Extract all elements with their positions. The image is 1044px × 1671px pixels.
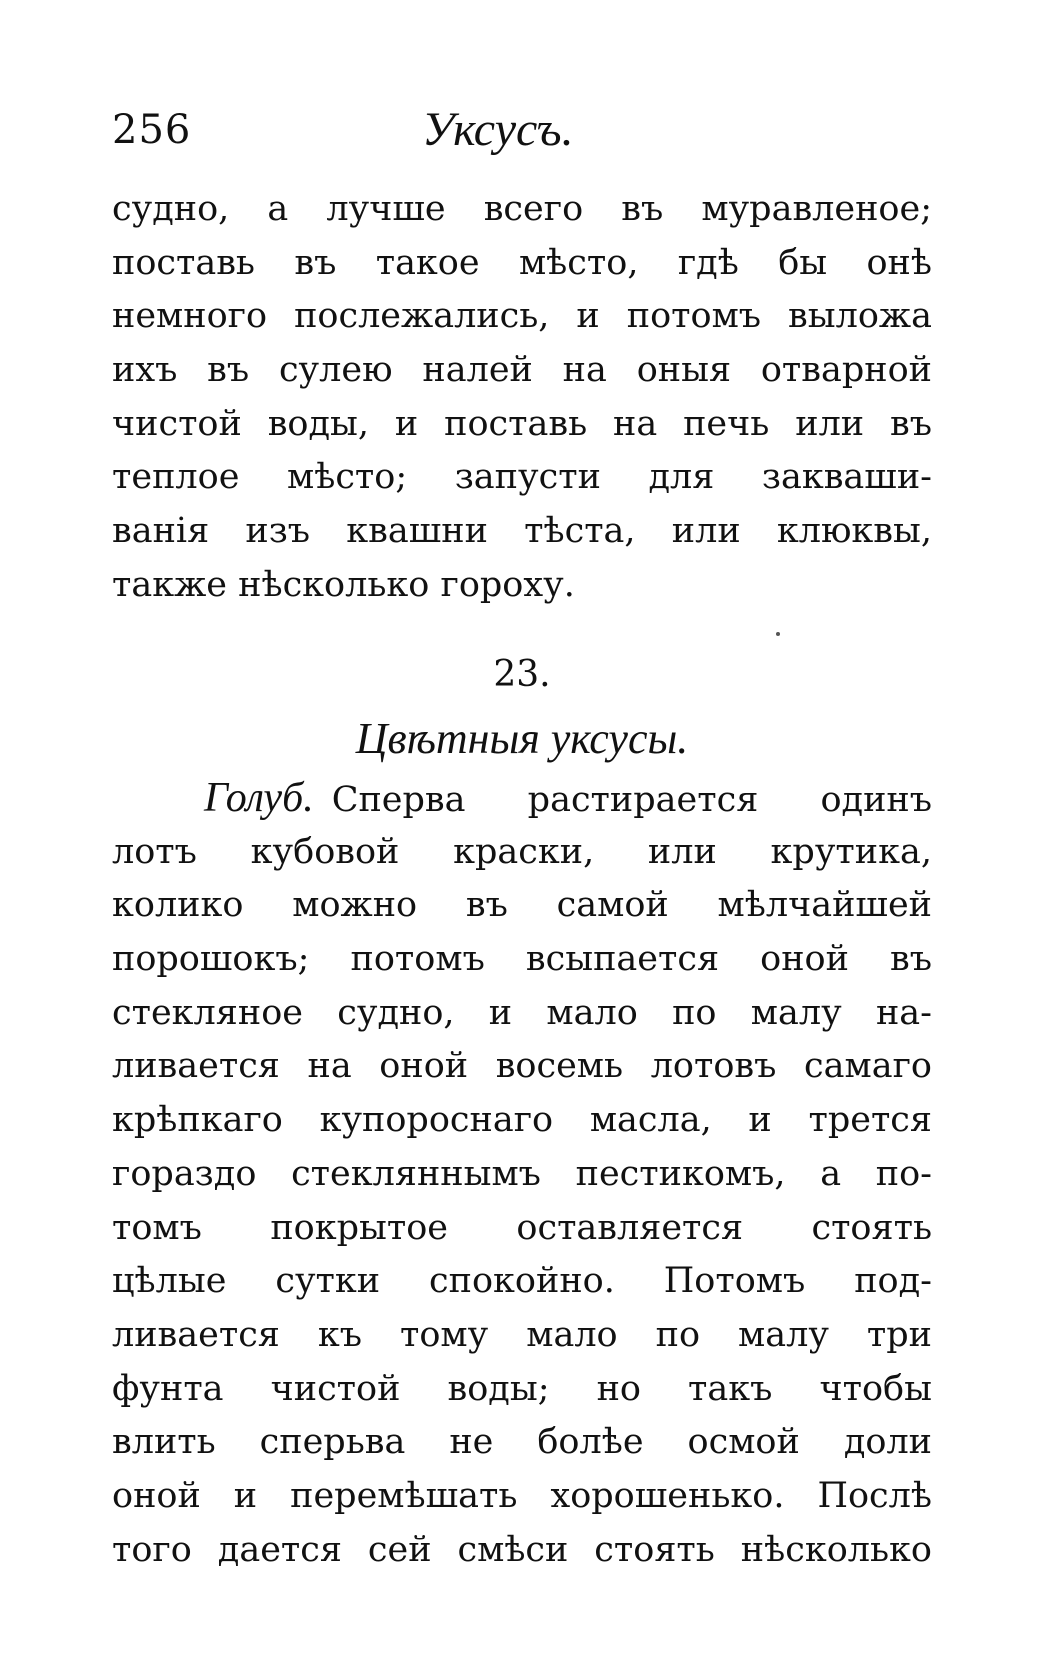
text-line: крѣпкаго купороснаго масла, и трется [112,1100,932,1141]
bottom-paragraph [112,772,932,1577]
text-line: цѣлые сутки спокойно. Потомъ под- [112,1261,932,1302]
text-line: томъ покрытое оставляется стоять [112,1207,932,1248]
text-line: влить сперьва не болѣе осмой доли [112,1422,932,1463]
page-number: 256 [112,107,192,153]
section-heading: Цвѣтныя уксусы. [355,714,689,763]
text-line: чистой воды, и поставь на печь или въ [112,403,932,444]
text-line: лотъ кубовой краски, или крутика, [112,831,932,872]
text-line: колико можно въ самой мѣлчайшей [112,885,932,926]
text-line: того дается сей смѣси стоять нѣсколько [112,1529,932,1570]
ink-speck [776,632,780,636]
text-line: немного послежались, и потомъ выложа [112,296,932,337]
text-line: теплое мѣсто; запусти для закваши- [112,457,932,498]
text-line: судно, а лучше всего въ муравленое; [112,189,932,229]
lead-term: Голуб. [204,775,314,821]
text-line: ливается на оной восемь лотовъ самаго [112,1046,932,1087]
text-line: гораздо стекляннымъ пестикомъ, а по- [112,1153,932,1194]
top-paragraph [112,183,932,613]
running-title: Уксусъ. [422,103,574,156]
text-line: фунта чистой воды; но такъ чтобы [112,1368,932,1409]
text-line: также нѣсколько гороху. [112,564,575,605]
text-line: порошокъ; потомъ всыпается оной въ [112,939,932,980]
text-line: ихъ въ сулею налей на оныя отварной [112,350,932,391]
first-line-text: Сперва растирается одинъ [331,780,932,820]
text-line-first [112,772,932,826]
running-head [112,100,932,160]
section-number: 23. [493,654,551,695]
text-line: стекляное судно, и мало по малу на- [112,992,932,1033]
text-line: ванія изъ квашни тѣста, или клюквы, [112,511,932,552]
text-line: оной и перемѣшать хорошенько. Послѣ [112,1475,932,1516]
text-line: ливается къ тому мало по малу три [112,1314,932,1355]
text-line: поставь въ такое мѣсто, гдѣ бы онѣ [112,242,932,283]
